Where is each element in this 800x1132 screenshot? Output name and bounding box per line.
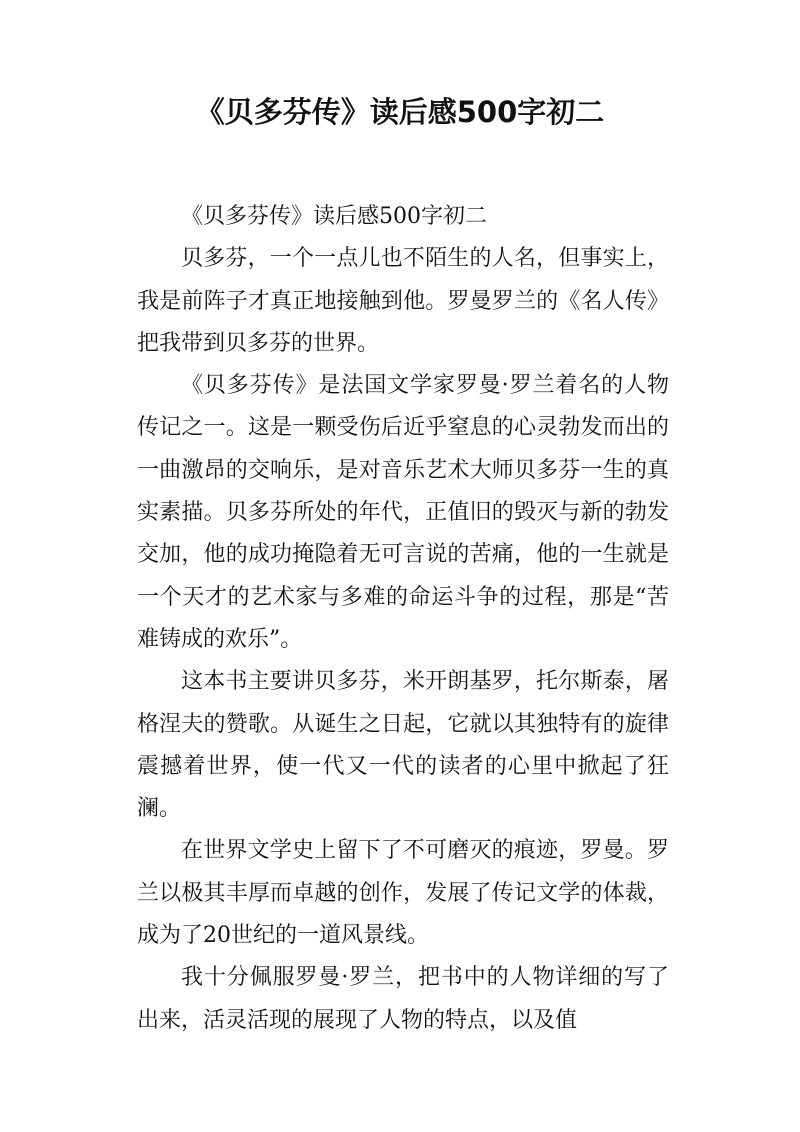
paragraph: 在世界文学史上留下了不可磨灭的痕迹，罗曼。罗兰以极其丰厚而卓越的创作，发展了传记文学的体裁，成为了20世纪的一道风景线。 bbox=[137, 838, 669, 949]
paragraph-subtitle: 《贝多芬传》读后感500字初二 bbox=[181, 204, 487, 229]
paragraph: 这本书主要讲贝多芬，米开朗基罗，托尔斯泰，屠格涅夫的赞歌。从诞生之日起，它就以其独特有的旋律震撼着世界，使一代又一代的读者的心里中掀起了狂澜。 bbox=[137, 669, 669, 822]
paragraph: 贝多芬，一个一点儿也不陌生的人名，但事实上，我是前阵子才真正地接触到他。罗曼罗兰的《名人传》把我带到贝多芬的世界。 bbox=[137, 246, 669, 356]
document-title: 《贝多芬传》读后感500字初二 bbox=[195, 95, 605, 129]
paragraph: 《贝多芬传》是法国文学家罗曼·罗兰着名的人物传记之一。这是一颗受伤后近乎窒息的心灵勃发而出的一曲激昂的交响乐，是对音乐艺术大师贝多芬一生的真实素描。贝多芬所处的年代，正值旧的毁灭与新的勃发交加，他的成功掩隐着无可言说的苦痛，他的一生就是一个天才的艺术家与多难的命运斗争的过程，那是“苦难铸成的欢乐”。 bbox=[137, 373, 669, 652]
paragraph: 我十分佩服罗曼·罗兰，把书中的人物详细的写了出来，活灵活现的展现了人物的特点，以及值 bbox=[137, 965, 669, 1033]
document-body bbox=[137, 196, 669, 1042]
